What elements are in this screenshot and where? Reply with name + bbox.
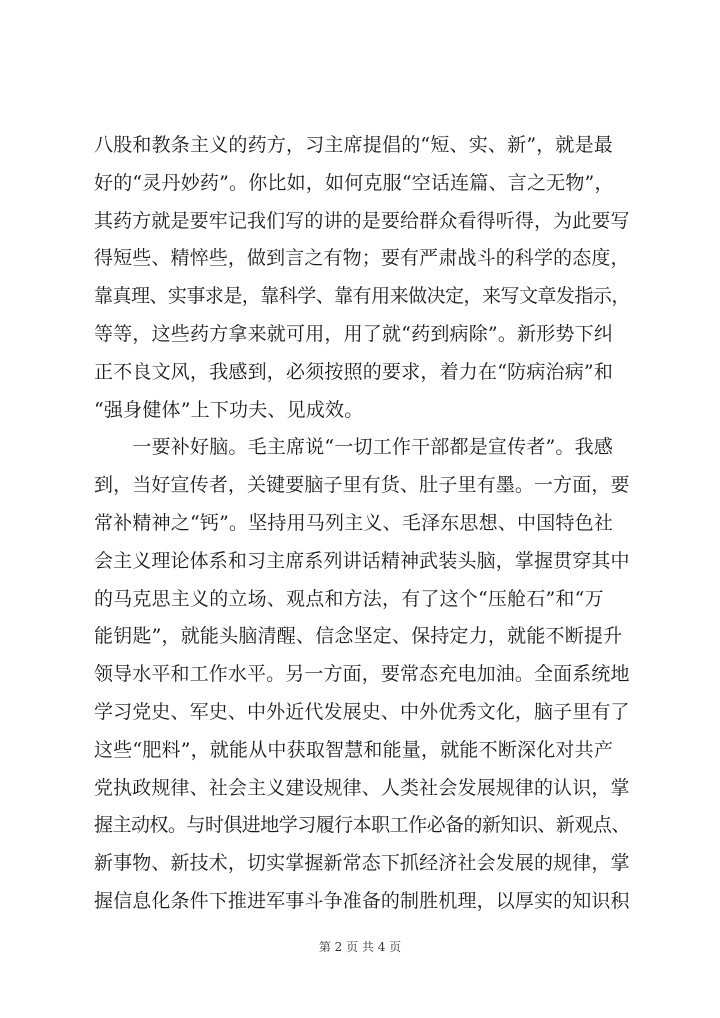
text-line: 握主动权。与时俱进地学习履行本职工作必备的新知识、新观点、 bbox=[94, 814, 630, 837]
text-line: 好的“灵丹妙药”。你比如，如何克服“空话连篇、言之无物”， bbox=[94, 171, 614, 194]
text-line: 能钥匙”，就能头脑清醒、信念坚定、保持定力，就能不断提升 bbox=[94, 625, 623, 648]
text-line: 常补精神之“钙”。坚持用马列主义、毛泽东思想、中国特色社 bbox=[94, 511, 614, 534]
text-line: 党执政规律、社会主义建设规律、人类社会发展规律的认识，掌 bbox=[94, 776, 630, 799]
text-line: 其药方就是要牢记我们写的讲的是要给群众看得听得，为此要写 bbox=[94, 209, 630, 232]
text-line: 得短些、精悴些，做到言之有物；要有严肃战斗的科学的态度， bbox=[94, 247, 630, 270]
text-line: 这些“肥料”，就能从中获取智慧和能量，就能不断深化对共产 bbox=[94, 738, 614, 761]
text-line: 的马克思主义的立场、观点和方法，有了这个“压舱石”和“万 bbox=[94, 587, 604, 610]
text-line: 到，当好宣传者，关键要脑子里有货、肚子里有墨。一方面，要 bbox=[94, 474, 630, 497]
body-text bbox=[94, 127, 630, 921]
text-line: 八股和教条主义的药方，习主席提倡的“短、实、新”，就是最 bbox=[94, 134, 614, 156]
text-line: 新事物、新技术，切实掌握新常态下抓经济社会发展的规律，掌 bbox=[94, 852, 630, 875]
text-line: 握信息化条件下推进军事斗争准备的制胜机理，以厚实的知识积 bbox=[94, 889, 630, 912]
text-line: 会主义理论体系和习主席系列讲话精神武装头脑，掌握贯穿其中 bbox=[94, 549, 630, 572]
text-line: 学习党史、军史、中外近代发展史、中外优秀文化，脑子里有了 bbox=[94, 700, 630, 723]
text-line: 领导水平和工作水平。另一方面，要常态充电加油。全面系统地 bbox=[94, 663, 630, 686]
text-line: “强身健体”上下功夫、见成效。 bbox=[94, 398, 364, 421]
text-line: 等等，这些药方拿来就可用，用了就“药到病除”。新形势下纠 bbox=[94, 322, 614, 345]
page-footer: 第 2 页 共 4 页 bbox=[318, 940, 402, 954]
text-line: 正不良文风，我感到，必须按照的要求，着力在“防病治病”和 bbox=[94, 360, 614, 383]
text-line: 靠真理、实事求是，靠科学、靠有用来做决定，来写文章发指示， bbox=[94, 285, 630, 308]
text-line: 一要补好脑。毛主席说“一切工作干部都是宣传者”。我感 bbox=[94, 436, 614, 459]
